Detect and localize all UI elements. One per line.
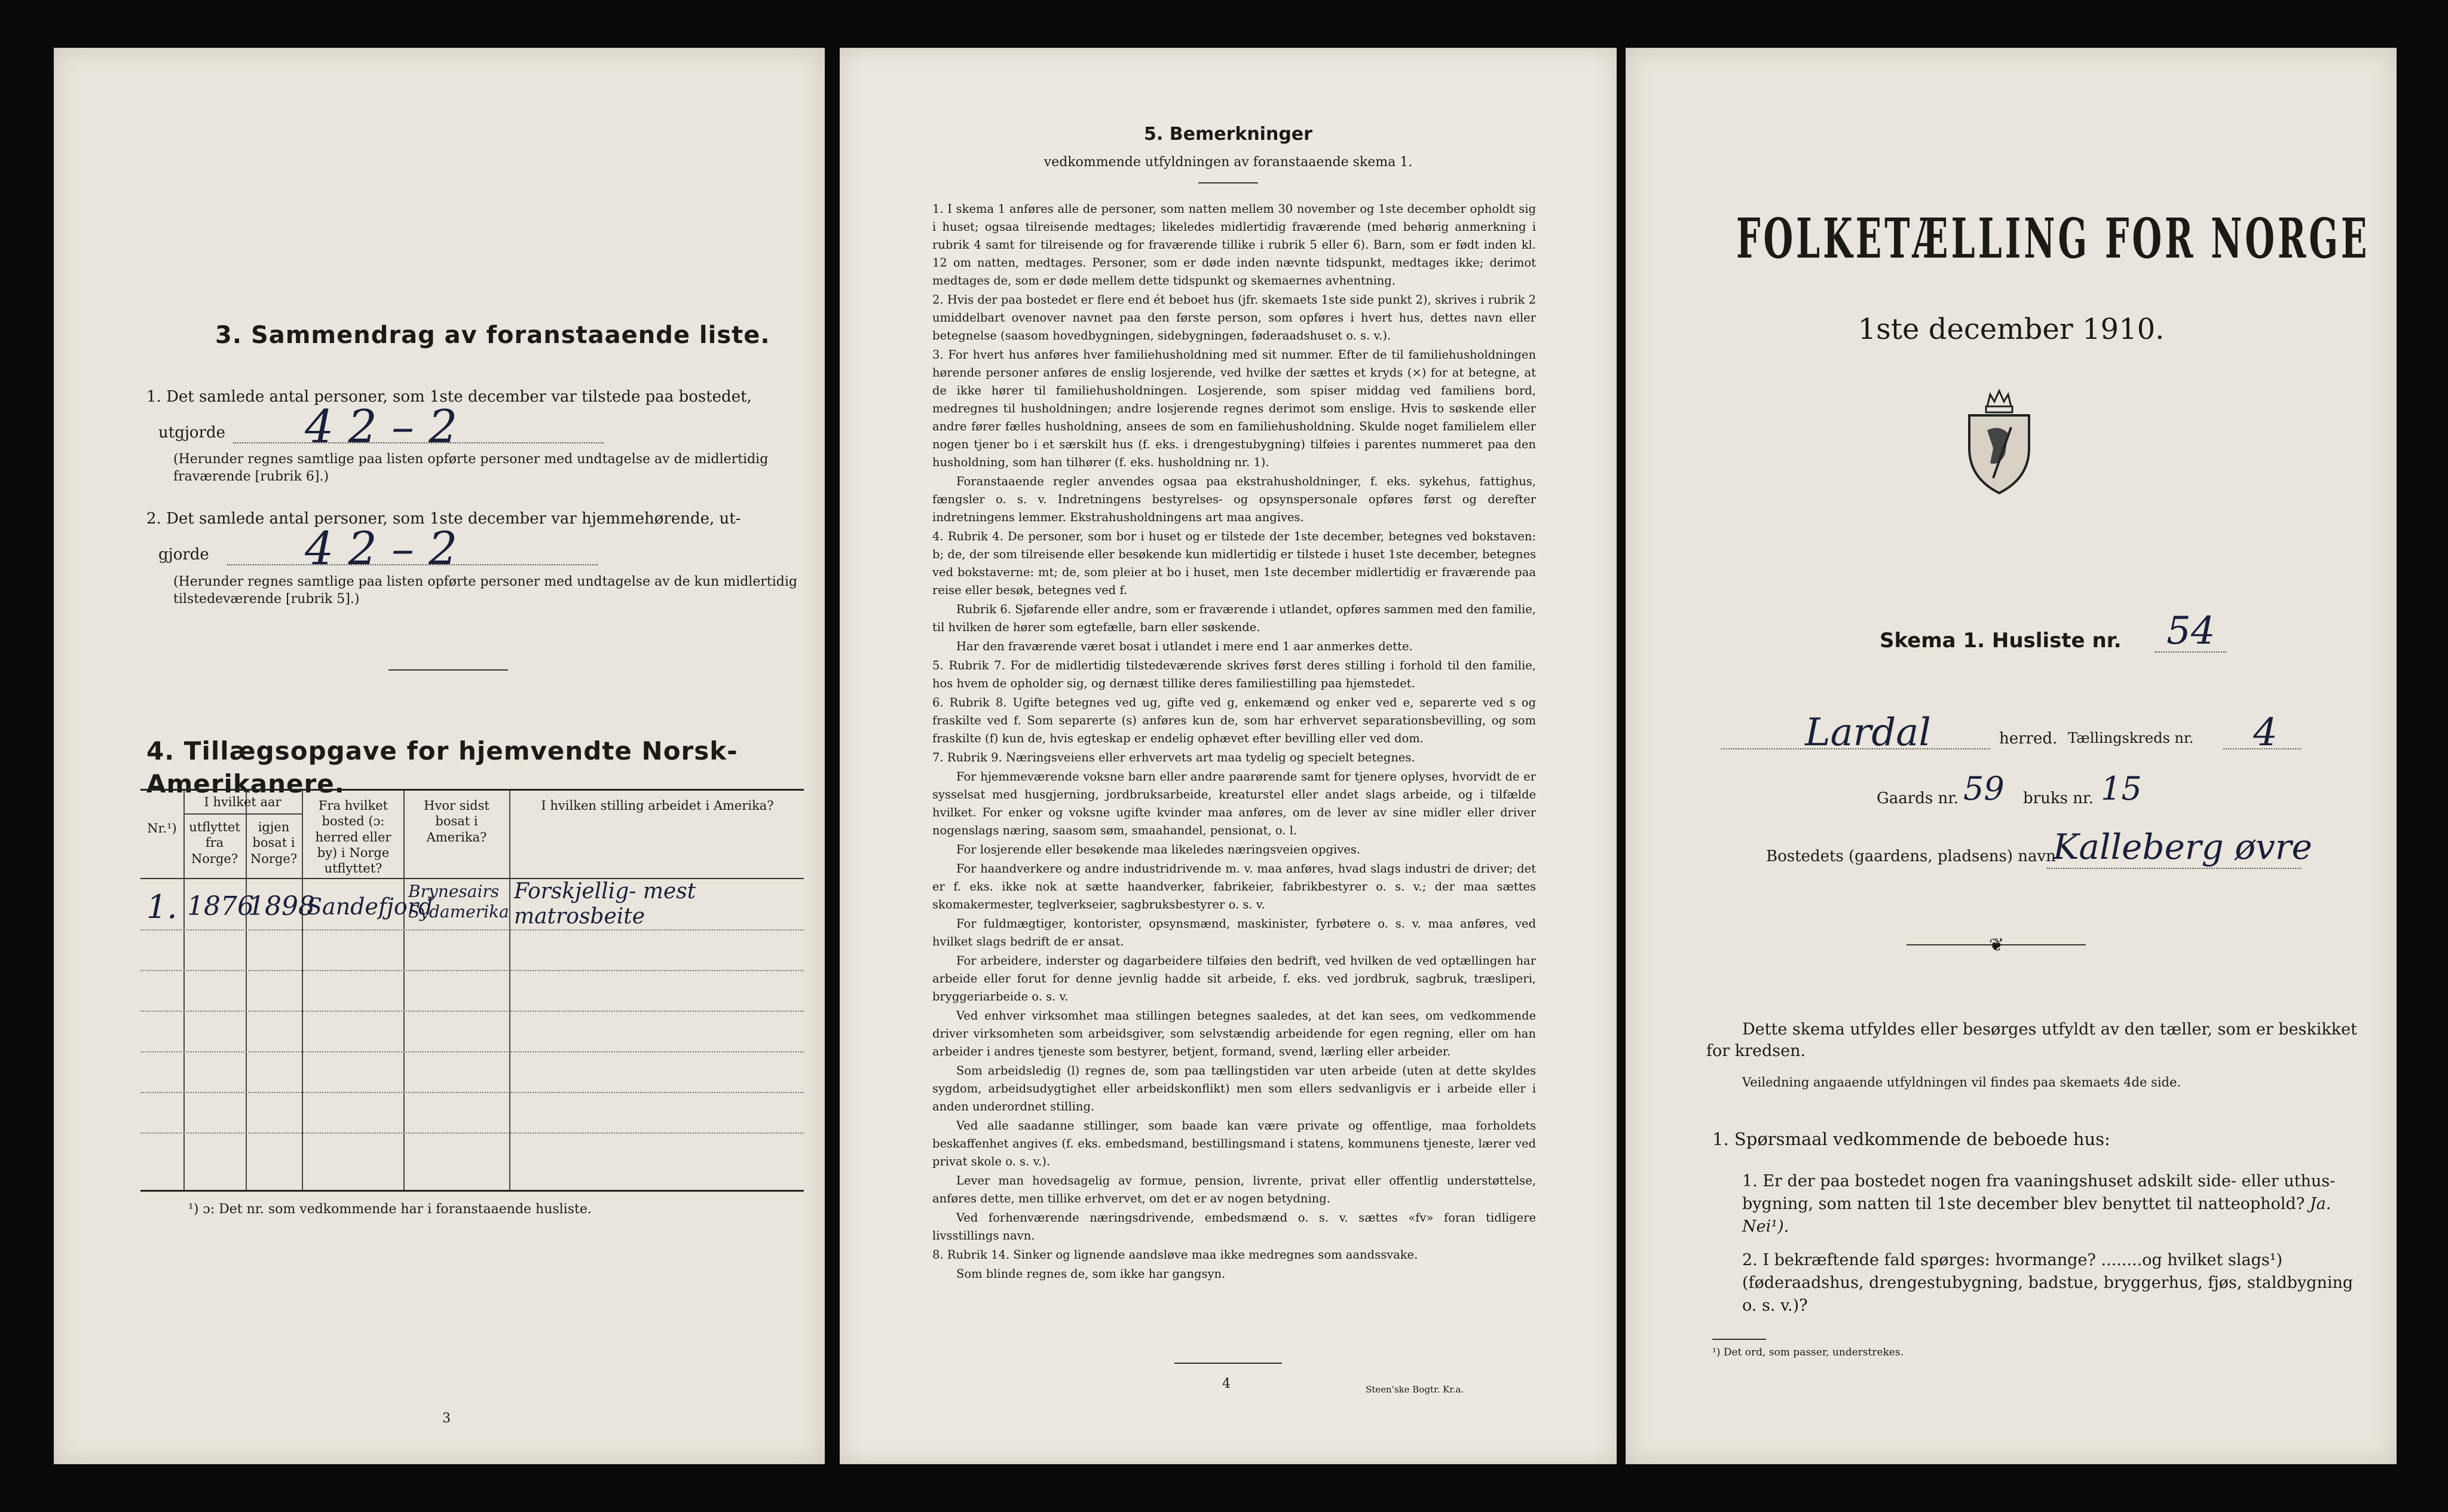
- question-1-text: 1. Er der paa bostedet nogen fra vaaningshuset adskilt side- eller uthus-bygning, som natten til 1ste december blev benyttet til natteophold?: [1742, 1172, 2336, 1213]
- printer-credit: Steen'ske Bogtr. Kr.a.: [1366, 1384, 1464, 1395]
- remark-4c: Har den fraværende været bosat i utlandet i mere end 1 aar anmerkes dette.: [956, 639, 1413, 653]
- row-line: [140, 1051, 804, 1052]
- skema-label: Skema 1. Husliste nr.: [1880, 629, 2122, 653]
- page-number: 4: [1222, 1376, 1231, 1391]
- col-divider: [302, 791, 303, 1190]
- remark-7h: Som arbeidsledig (l) regnes de, som paa tællingstiden var uten arbeide (uten at dette skyldes sygdom, arbeidsudygtighet eller arbeidskonflikt) men som ellers sedvanligvis er i arbeide eller i anden underordnet stilling.: [932, 1064, 1536, 1113]
- remark-7i: Ved alle saadanne stillinger, som baade kan være private og offentlige, maa forholdets beskaffenhet angives (f. eks. embedsmand, bestillingsmand i statens, kommunens tjeneste, lærer ved privat skole o. s. v.).: [932, 1119, 1536, 1168]
- bosted-value: Kalleberg øvre: [2053, 827, 2312, 867]
- footnote: ¹) Det ord, som passer, understrekes.: [1712, 1346, 1904, 1358]
- cell-nr: 1.: [146, 888, 178, 926]
- section3-item1-text: 1. Det samlede antal personer, som 1ste december var tilstede paa bostedet,: [146, 388, 752, 406]
- remarks-body: [932, 200, 1536, 1284]
- remark-4: 4. Rubrik 4. De personer, som bor i huset og er tilstede der 1ste december, betegnes ved bokstaven: b; de, der som tilreisende eller besøkende kun midlertidig er tilstede i huset 1ste december, betegnes ved bokstaverne: mt; de, som pleier at bo i huset, men 1ste december midlertidig er fraværende paa reise eller besøk, betegnes ved f.: [932, 529, 1536, 597]
- question-1-answer: Ja. Nei¹).: [1742, 1194, 2331, 1236]
- cell-emigrated: 1876: [187, 891, 254, 922]
- row-line: [140, 1133, 804, 1134]
- section3-item2-note: (Herunder regnes samtlige paa listen opførte personer med undtagelse av de kun midlertidig tilstedeværende [rubrik 5].): [173, 574, 797, 607]
- section3-title: 3. Sammendrag av foranstaaende liste.: [215, 322, 770, 349]
- section4-title: 4. Tillægsopgave for hjemvendte Norsk-Amerikanere.: [146, 736, 738, 798]
- header-occupation: I hvilken stilling arbeidet i Amerika?: [541, 798, 774, 813]
- remark-7e: For fuldmægtiger, kontorister, opsynsmænd, maskinister, fyrbøtere o. s. v. maa anføres, ved hvilket slags bedrift de er ansat.: [932, 917, 1536, 948]
- divider: [1174, 1363, 1282, 1364]
- remark-7g: Ved enhver virksomhet maa stillingen betegnes saaledes, at det kan sees, om vedkommende driver virksomheten som arbeidsgiver, som selvstændig arbeidende for egen regning, eller om han arbeider i andres tjeneste som bestyrer, betjent, formand, svend, lærling eller arbeider.: [932, 1009, 1536, 1058]
- header-returned: igjen bosat i Norge?: [250, 820, 298, 866]
- cell-from-place: Sandefjord: [307, 893, 433, 920]
- remark-7c: For losjerende eller besøkende maa likeledes næringsveien opgives.: [956, 843, 1360, 856]
- instruction-note: Veiledning angaaende utfyldningen vil findes paa skemaets 4de side.: [1742, 1075, 2181, 1089]
- herred-value: Lardal: [1805, 711, 1931, 755]
- row-line: [140, 1092, 804, 1093]
- norsk-amerikanere-table: [140, 789, 804, 1192]
- remark-7k: Ved forhenværende næringsdrivende, embedsmænd o. s. v. sættes «fv» foran tidligere livsstillings navn.: [932, 1211, 1536, 1242]
- header-nr: Nr.¹): [147, 821, 177, 835]
- col-divider: [246, 791, 247, 1190]
- cell-last-place: Brynesairs Sydamerika: [408, 882, 509, 922]
- row-line: [140, 970, 804, 971]
- col-divider: [183, 791, 185, 1190]
- coat-of-arms-icon: [1957, 382, 2041, 496]
- remark-2: 2. Hvis der paa bostedet er flere end ét beboet hus (jfr. skemaets 1ste side punkt 2), skrives i rubrik 2 umiddelbart ovenover navnet paa den første person, som opføres i hvert hus, dettes navn eller betegnelse (saasom hovedbygningen, sidebygningen, føderaadshuset o. s. v.).: [932, 293, 1536, 342]
- remark-7f: For arbeidere, inderster og dagarbeidere tilføies den bedrift, ved hvilken de ved optællingen har arbeide eller forut for denne jevnlig hadde sit arbeide, f. eks. ved jordbruk, sagbruk, træsliperi, bryggeriarbeide o. s. v.: [932, 954, 1536, 1003]
- remark-3: 3. For hvert hus anføres hver familiehusholdning med sit nummer. Efter de til familiehusholdningen hørende personer anføres de enslig losjerende, ved hvilke der sættes et kryds (×) for at betegne, at de ikke hører til familiehusholdningen. Losjerende, som spiser middag ved familiens bord, medregnes til husholdningen; andre losjerende regnes derimot som enslige. Hvis to søskende eller andre fører fælles husholdning, ansees de som en familiehusholdning. Skulde noget familielem eller nogen tjener bo i et særskilt hus (f. eks. i drengestubygning) tilføies i parentes nummeret paa den husholdning, som han tilhører (f. eks. husholdning nr. 1).: [932, 348, 1536, 469]
- page-3: [54, 48, 825, 1464]
- row-line: [140, 929, 804, 931]
- footnote-rule: [1712, 1339, 1766, 1340]
- row-line: [140, 1011, 804, 1012]
- question-2: 2. I bekræftende fald spørges: hvormange? ........og hvilket slags¹) (føderaadshus, drengestubygning, badstue, bryggerhus, fjøs, staldbygning o. s. v.)?: [1742, 1251, 2354, 1315]
- remark-8: 8. Rubrik 14. Sinker og lignende aandsløve maa ikke medregnes som aandssvake.: [932, 1248, 1418, 1262]
- kreds-value: 4: [2253, 711, 2278, 755]
- question-1: [1742, 1170, 2358, 1238]
- header-from-place: Fra hvilket bosted (ɔ: herred eller by) i Norge utflyttet?: [315, 798, 391, 876]
- section3-item1-note: (Herunder regnes samtlige paa listen opførte personer med undtagelse av de midlertidig fraværende [rubrik 6].): [173, 452, 769, 484]
- page-1: [1626, 48, 2397, 1464]
- col-divider: [509, 791, 510, 1190]
- remark-7j: Lever man hovedsagelig av formue, pension, livrente, privat eller offentlig understøttelse, anføres dette, men tillike erhvervet, om det er av nogen betydning.: [932, 1174, 1536, 1205]
- census-date: 1ste december 1910.: [1858, 313, 2165, 346]
- remark-7b: For hjemmeværende voksne barn eller andre paarørende samt for tjenere oplyses, hvorvidt de er sysselsat med husgjerning, jordbruksarbeide, kreaturstel eller andet slags arbeide, og i tilfælde hvilket. For enker og voksne ugifte kvinder maa anføres, om de lever av sine midler eller driver nogenslags næring, saasom søm, smaahandel, pensionat, o. l.: [932, 770, 1536, 837]
- ornament-icon: ❦: [1989, 935, 2005, 956]
- divider: [1198, 182, 1258, 183]
- remark-7: 7. Rubrik 9. Næringsveiens eller erhvervets art maa tydelig og specielt betegnes.: [932, 751, 1415, 764]
- gaards-label: Gaards nr.: [1877, 789, 1959, 807]
- bruks-value: 15: [2101, 770, 2142, 807]
- census-title: FOLKETÆLLING FOR NORGE: [1736, 206, 2370, 271]
- page-4: [840, 48, 1617, 1464]
- header-last-place: Hvor sidst bosat i Amerika?: [424, 798, 489, 844]
- section3-item2-text: 2. Det samlede antal personer, som 1ste december var hjemmehørende, ut-: [146, 510, 741, 528]
- cell-occupation: Forskjellig- mest matrosbeite: [514, 879, 696, 929]
- questions-title: 1. Spørsmaal vedkommende de beboede hus:: [1712, 1129, 2110, 1149]
- page-number: 3: [442, 1411, 451, 1426]
- remark-3b: Foranstaaende regler anvendes ogsaa paa ekstrahusholdninger, f. eks. sykehus, fattighus, fængsler o. s. v. Indretningens bestyrelses- og opsynspersonale opføres først og derefter indretningens lemmer. Ekstrahusholdningens art maa angives.: [932, 475, 1536, 524]
- remark-6: 6. Rubrik 8. Ugifte betegnes ved ug, gifte ved g, enkemænd og enker ved e, separerte ved s og fraskilte ved f. Som separerte (s) anføres kun de, som har erhvervet separationsbevilling, og som fraskilte (f) kun de, hvis egteskap er endelig ophævet efter bevilling eller ved dom.: [932, 696, 1536, 745]
- herred-label: herred.: [1999, 730, 2058, 748]
- header-emigrated: utflyttet fra Norge?: [189, 820, 240, 866]
- bosted-label: Bostedets (gaardens, pladsens) navn: [1766, 847, 2056, 865]
- bruks-label: bruks nr.: [2023, 789, 2094, 807]
- remarks-title: 5. Bemerkninger: [1144, 124, 1312, 145]
- group-header-rule: [183, 813, 302, 815]
- section3-item1-label: utgjorde: [158, 424, 226, 442]
- remark-1: 1. I skema 1 anføres alle de personer, som natten mellem 30 november og 1ste december opholdt sig i huset; ogsaa tilreisende medtages; likeledes midlertidig fraværende (med behørig anmerkning i rubrik 4 samt for tilreisende og for fraværende tillike i rubrik 5 eller 6). Barn, som er født inden kl. 12 om natten, medtages. Personer, som er døde inden nævnte tidspunkt, medtages ikke; derimot medtages de, som er døde mellem dette tidspunkt og skemaernes avhentning.: [932, 202, 1536, 287]
- col-divider: [403, 791, 405, 1190]
- kreds-label: Tællingskreds nr.: [2068, 730, 2194, 746]
- instruction-text: Dette skema utfyldes eller besørges utfyldt av den tæller, som er beskikket for kredsen.: [1706, 1020, 2357, 1061]
- remark-7d: For haandverkere og andre industridrivende m. v. maa anføres, hvad slags industri de driver; det er f. eks. ikke nok at sætte haandverker, fabrikeier, fabrikbestyrer o. s. v.; der maa sættes skomakermester, teglverkseier, sagbruksbestyrer o. s. v.: [932, 862, 1536, 911]
- remark-8b: Som blinde regnes de, som ikke har gangsyn.: [956, 1267, 1226, 1281]
- remarks-subtitle: vedkommende utfyldningen av foranstaaende skema 1.: [1044, 155, 1413, 170]
- remark-4b: Rubrik 6. Sjøfarende eller andre, som er fraværende i utlandet, opføres sammen med den familie, til hvilken de hører som egtefælle, barn eller søskende.: [932, 602, 1536, 634]
- header-year-group: I hvilket aar: [204, 795, 281, 809]
- item2-handwritten-value: 4 2 – 2: [305, 522, 458, 575]
- divider: [388, 669, 508, 671]
- cell-returned: 1898: [248, 891, 315, 922]
- husliste-nr-value: 54: [2167, 609, 2216, 653]
- section4-footnote: ¹) ɔ: Det nr. som vedkommende har i foranstaaende husliste.: [188, 1202, 592, 1217]
- item1-handwritten-value: 4 2 – 2: [305, 400, 458, 453]
- remark-5: 5. Rubrik 7. For de midlertidig tilstedeværende skrives først deres stilling i forhold til den familie, hos hvem de opholder sig, og dernæst tillike deres familiestilling paa hjemstedet.: [932, 659, 1536, 690]
- section3-item2-label: gjorde: [158, 546, 209, 564]
- gaards-value: 59: [1963, 770, 2005, 807]
